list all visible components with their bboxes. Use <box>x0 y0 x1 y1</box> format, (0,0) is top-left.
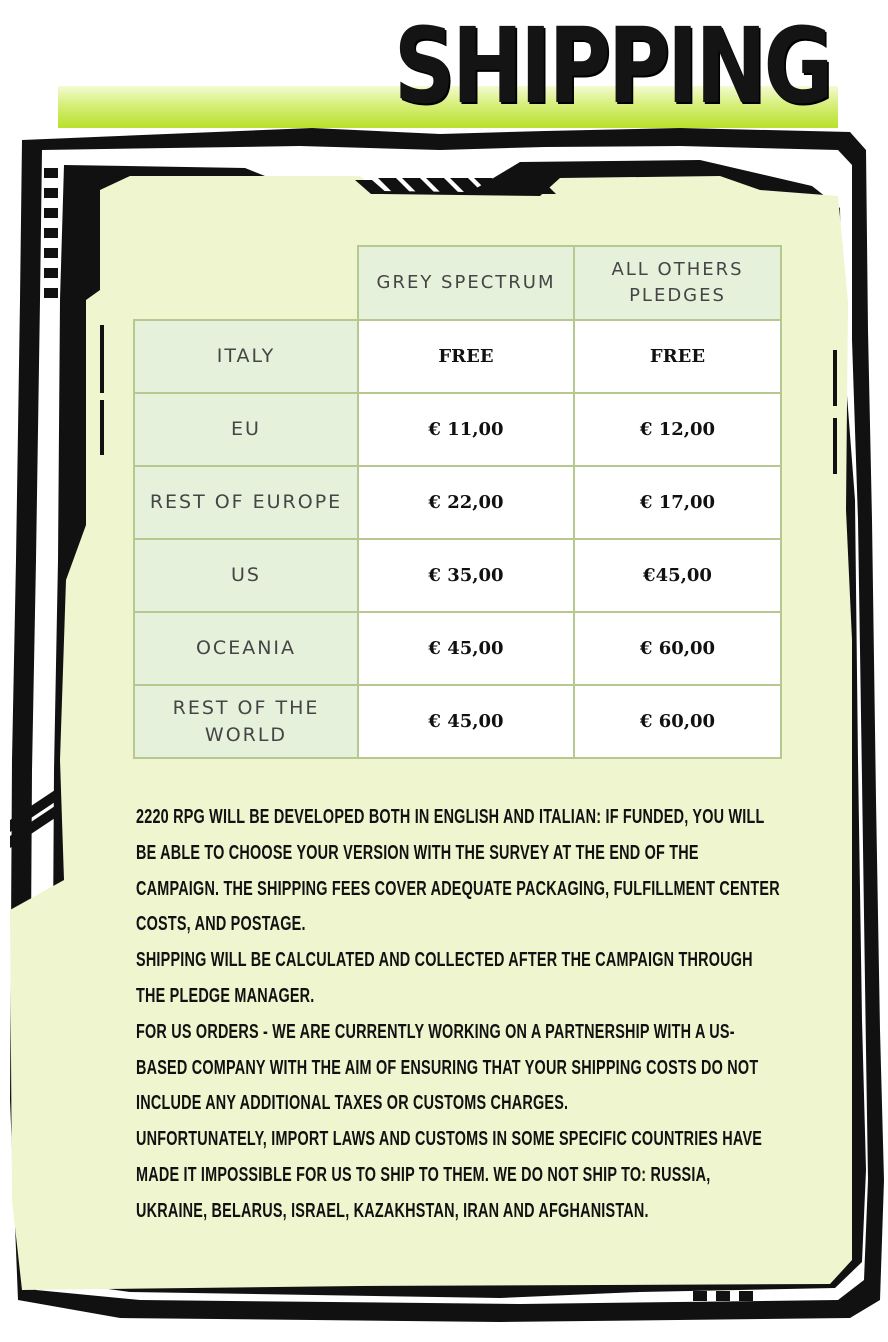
column-header-all-others: ALL OTHERS PLEDGES <box>574 246 781 320</box>
all-others-price: € 12,00 <box>574 393 781 466</box>
grey-spectrum-price: FREE <box>358 320 574 393</box>
all-others-price: € 17,00 <box>574 466 781 539</box>
note-excluded-countries: UNFORTUNATELY, IMPORT LAWS AND CUSTOMS IN SOME SPECIFIC COUNTRIES HAVE MADE IT IMPOSSIBLE FOR US TO SHIP TO THEM. WE DO NOT SHIP TO: RUSSIA, UKRAINE, BELARUS, ISRAEL, KAZAKHSTAN, IRAN AND AFGHANISTAN. <box>136 1128 763 1222</box>
region-label: REST OF THE WORLD <box>134 685 358 758</box>
table-row <box>134 612 781 685</box>
region-label: US <box>134 539 358 612</box>
all-others-price: € 60,00 <box>574 612 781 685</box>
note-pledge-manager: SHIPPING WILL BE CALCULATED AND COLLECTED AFTER THE CAMPAIGN THROUGH THE PLEDGE MANAGER. <box>136 949 753 1007</box>
all-others-price: FREE <box>574 320 781 393</box>
shipping-table <box>133 245 780 759</box>
grey-spectrum-price: € 45,00 <box>358 612 574 685</box>
page-title: SHIPPING <box>393 5 830 127</box>
footer-square <box>739 1291 753 1301</box>
table-row <box>134 393 781 466</box>
table-row <box>134 685 781 758</box>
footer-square <box>716 1291 730 1301</box>
region-label: EU <box>134 393 358 466</box>
table-row <box>134 320 781 393</box>
table-row <box>134 466 781 539</box>
footer-square <box>693 1291 707 1301</box>
column-header-grey-spectrum: GREY SPECTRUM <box>358 246 574 320</box>
table-corner <box>134 246 358 320</box>
grey-spectrum-price: € 22,00 <box>358 466 574 539</box>
shipping-notes <box>136 800 785 1230</box>
grey-spectrum-price: € 45,00 <box>358 685 574 758</box>
all-others-price: €45,00 <box>574 539 781 612</box>
grey-spectrum-price: € 11,00 <box>358 393 574 466</box>
note-us-orders: FOR US ORDERS - WE ARE CURRENTLY WORKING ON A PARTNERSHIP WITH A US-BASED COMPANY WITH THE AIM OF ENSURING THAT YOUR SHIPPING COSTS DO NOT INCLUDE ANY ADDITIONAL TAXES OR CUSTOMS CHARGES. <box>136 1020 759 1115</box>
region-label: OCEANIA <box>134 612 358 685</box>
footer-squares <box>693 1291 753 1301</box>
table-row <box>134 539 781 612</box>
all-others-price: € 60,00 <box>574 685 781 758</box>
grey-spectrum-price: € 35,00 <box>358 539 574 612</box>
note-languages: 2220 RPG WILL BE DEVELOPED BOTH IN ENGLISH AND ITALIAN: IF FUNDED, YOU WILL BE ABLE TO CHOOSE YOUR VERSION WITH THE SURVEY AT THE END OF THE CAMPAIGN. THE SHIPPING FEES COVER ADEQUATE PACKAGING, FULFILLMENT CENTER COSTS, AND POSTAGE. <box>136 806 780 936</box>
region-label: REST OF EUROPE <box>134 466 358 539</box>
region-label: ITALY <box>134 320 358 393</box>
